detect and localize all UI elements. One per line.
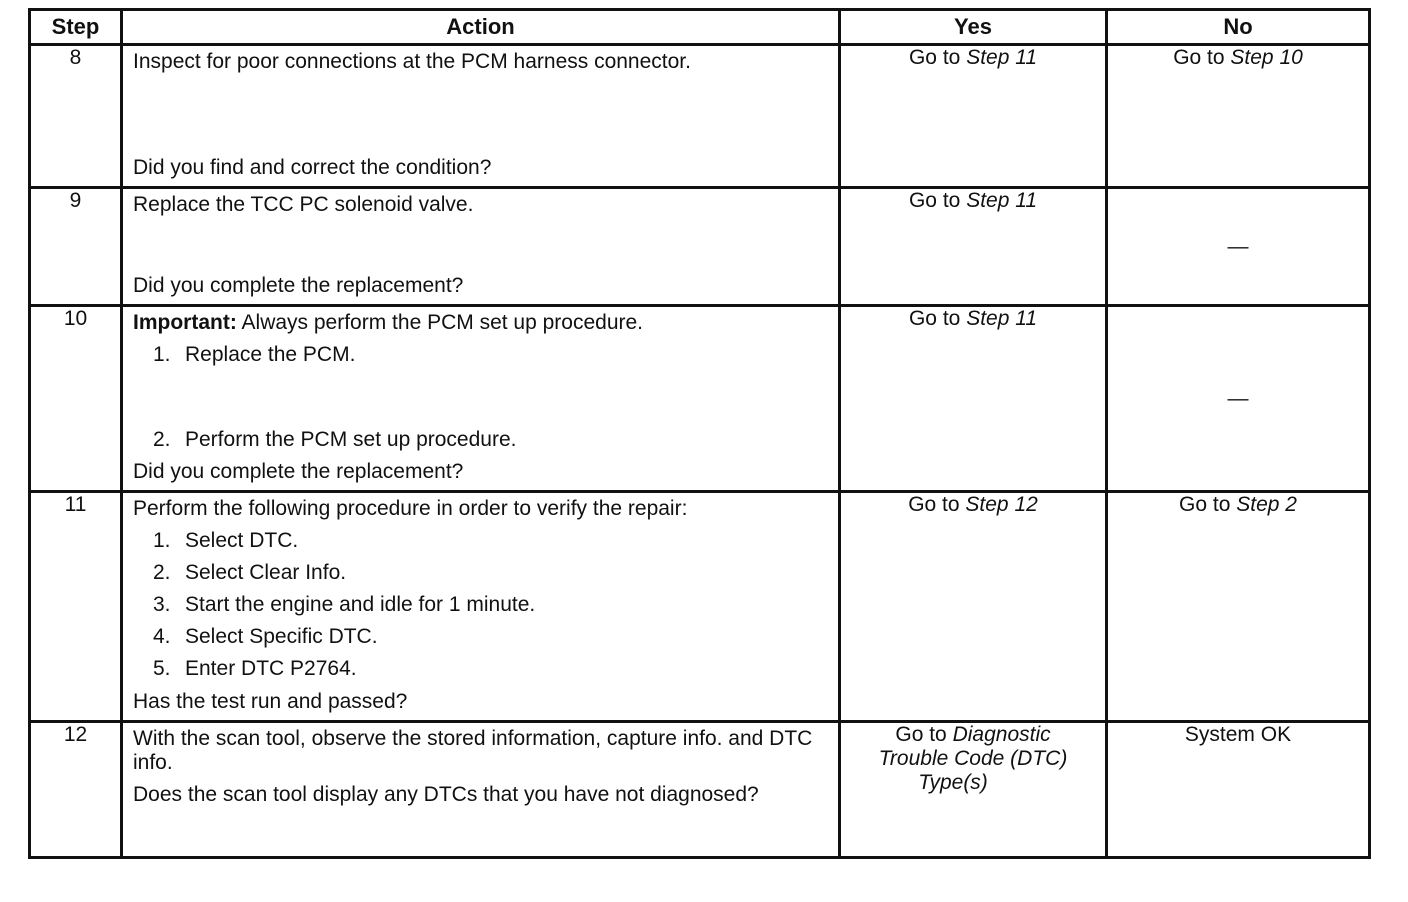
action-text: Perform the following procedure in order to verify the repair: bbox=[133, 497, 688, 520]
list-item-text: Start the engine and idle for 1 minute. bbox=[185, 593, 536, 616]
no-cell bbox=[1107, 188, 1370, 306]
list-item-number: 4. bbox=[153, 625, 171, 648]
table-header-row bbox=[30, 10, 1370, 45]
action-question: Does the scan tool display any DTCs that you have not diagnosed? bbox=[133, 783, 759, 806]
list-item bbox=[133, 561, 828, 585]
no-goto-prefix: Go to bbox=[1173, 46, 1225, 69]
list-item bbox=[133, 625, 828, 649]
no-cell bbox=[1107, 492, 1370, 722]
yes-goto-link[interactable]: Step 11 bbox=[966, 46, 1038, 69]
list-item-number: 3. bbox=[153, 593, 171, 616]
yes-goto-prefix: Go to bbox=[908, 189, 961, 212]
list-item bbox=[133, 529, 828, 553]
list-item-text: Select Specific DTC. bbox=[185, 625, 378, 648]
step-number: 9 bbox=[30, 188, 122, 306]
list-item bbox=[133, 428, 828, 452]
action-cell bbox=[122, 492, 840, 722]
yes-cell bbox=[840, 492, 1107, 722]
yes-cell bbox=[840, 722, 1107, 858]
no-goto-prefix: Go to bbox=[1179, 493, 1231, 516]
no-cell bbox=[1107, 722, 1370, 858]
yes-goto-target-line2[interactable]: Trouble Code (DTC) bbox=[878, 747, 1068, 770]
header-yes: Yes bbox=[840, 10, 1107, 45]
yes-goto-prefix: Go to bbox=[908, 307, 961, 330]
yes-goto-prefix: Go to bbox=[908, 493, 960, 516]
action-cell bbox=[122, 722, 840, 858]
yes-goto-target-line1: Diagnostic bbox=[952, 723, 1051, 746]
yes-goto-link[interactable]: Step 11 bbox=[966, 189, 1038, 212]
yes-goto-target-line3[interactable]: Type(s) bbox=[918, 771, 988, 794]
no-dash: — bbox=[1227, 386, 1249, 410]
list-item-number: 1. bbox=[153, 343, 171, 366]
list-item-number: 2. bbox=[153, 561, 171, 584]
step-number: 8 bbox=[30, 45, 122, 188]
list-item bbox=[133, 343, 828, 367]
no-cell bbox=[1107, 306, 1370, 492]
important-text: Always perform the PCM set up procedure. bbox=[241, 311, 644, 334]
action-question: Did you complete the replacement? bbox=[133, 460, 464, 483]
table-row-step-10 bbox=[30, 306, 1370, 492]
yes-cell bbox=[840, 45, 1107, 188]
action-question: Has the test run and passed? bbox=[133, 690, 408, 713]
header-step: Step bbox=[30, 10, 122, 45]
important-note bbox=[133, 311, 828, 335]
table-row-step-9 bbox=[30, 188, 1370, 306]
action-text: With the scan tool, observe the stored information, capture info. and DTC info. bbox=[133, 727, 813, 774]
step-number: 12 bbox=[30, 722, 122, 858]
yes-goto-prefix: Go to bbox=[908, 46, 961, 69]
list-item bbox=[133, 593, 828, 617]
yes-goto-link[interactable]: Step 11 bbox=[966, 307, 1038, 330]
header-action: Action bbox=[122, 10, 840, 45]
list-item-text: Select Clear Info. bbox=[185, 561, 347, 584]
yes-goto-link[interactable] bbox=[841, 723, 1105, 747]
action-cell bbox=[122, 188, 840, 306]
table-row-step-8 bbox=[30, 45, 1370, 188]
yes-goto-prefix: Go to bbox=[895, 723, 947, 746]
step-number: 10 bbox=[30, 306, 122, 492]
no-dash: — bbox=[1227, 234, 1249, 258]
diagnostic-procedure-sheet bbox=[28, 8, 1368, 859]
list-item-text: Enter DTC P2764. bbox=[185, 657, 357, 680]
action-cell bbox=[122, 306, 840, 492]
list-item-number: 5. bbox=[153, 657, 171, 680]
no-cell bbox=[1107, 45, 1370, 188]
action-cell bbox=[122, 45, 840, 188]
list-item-text: Perform the PCM set up procedure. bbox=[185, 428, 517, 451]
list-item-number: 2. bbox=[153, 428, 171, 451]
yes-goto-link[interactable]: Step 12 bbox=[965, 493, 1038, 516]
important-label: Important: bbox=[133, 311, 237, 334]
action-text: Replace the TCC PC solenoid valve. bbox=[133, 193, 474, 216]
step-number: 11 bbox=[30, 492, 122, 722]
action-question: Did you complete the replacement? bbox=[133, 274, 464, 297]
list-item-text: Replace the PCM. bbox=[185, 343, 356, 366]
table-row-step-12 bbox=[30, 722, 1370, 858]
list-item-number: 1. bbox=[153, 529, 171, 552]
no-goto-link[interactable]: Step 2 bbox=[1236, 493, 1297, 516]
action-text: Inspect for poor connections at the PCM harness connector. bbox=[133, 50, 691, 73]
table-row-step-11 bbox=[30, 492, 1370, 722]
no-goto-link[interactable]: Step 10 bbox=[1230, 46, 1303, 69]
header-no: No bbox=[1107, 10, 1370, 45]
list-item-text: Select DTC. bbox=[185, 529, 299, 552]
diagnostic-table bbox=[28, 8, 1371, 859]
list-item bbox=[133, 657, 828, 681]
yes-cell bbox=[840, 188, 1107, 306]
action-question: Did you find and correct the condition? bbox=[133, 156, 492, 179]
yes-cell bbox=[840, 306, 1107, 492]
no-result: System OK bbox=[1184, 723, 1292, 746]
